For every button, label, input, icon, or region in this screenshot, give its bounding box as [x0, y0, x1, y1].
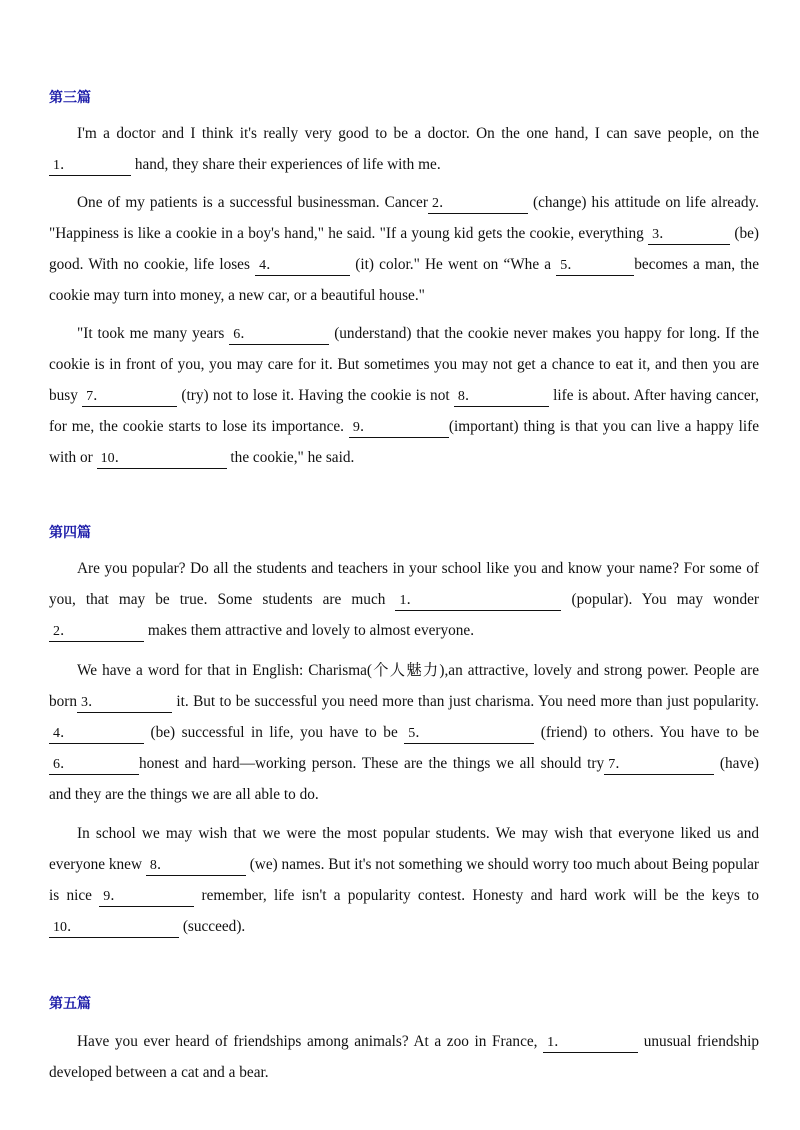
- answer-blank-1[interactable]: 1．: [49, 157, 131, 176]
- answer-blank-2[interactable]: 2．: [49, 623, 144, 642]
- answer-blank-3[interactable]: 3．: [648, 226, 730, 245]
- answer-blank-6[interactable]: 6．: [49, 756, 139, 775]
- paragraph: I'm a doctor and I think it's really very good to be a doctor. On the one hand, I can save people, on the 1． hand, they share their experiences of life with me.: [49, 118, 759, 180]
- answer-blank-9[interactable]: 9．: [349, 419, 449, 438]
- answer-blank-1[interactable]: 1．: [395, 592, 561, 611]
- paragraph: We have a word for that in English: Charisma(个人魅力),an attractive, lovely and strong power. People are born 3． it. But to be successful you need more than just charisma. You need more than just popularity. 4． (be) successful in life, you have to be 5． (friend) to others. You have to be 6． honest and hard—working person. These are the things we all should try 7． (have) and they are the things we are all able to do.: [49, 662, 759, 803]
- answer-blank-10[interactable]: 10．: [49, 919, 179, 938]
- paragraph: In school we may wish that we were the most popular students. We may wish that everyone liked us and everyone knew 8． (we) names. But it's not something we should worry too much about Being popular is nice 9． remember, life isn't a popularity contest. Honesty and hard work will be the keys to 10． (succeed).: [49, 818, 759, 942]
- paragraph: Are you popular? Do all the students and teachers in your school like you and know your name? For some of you, that may be true. Some students are much 1． (popular). You may wonder 2． makes them attractive and lovely to almost everyone.: [49, 553, 759, 646]
- paragraph: Have you ever heard of friendships among animals? At a zoo in France, 1． unusual friendship developed between a cat and a bear.: [49, 1033, 759, 1081]
- answer-blank-8[interactable]: 8．: [146, 857, 246, 876]
- answer-blank-6[interactable]: 6．: [229, 326, 329, 345]
- answer-blank-2[interactable]: 2．: [428, 195, 528, 214]
- answer-blank-9[interactable]: 9．: [99, 888, 194, 907]
- answer-blank-7[interactable]: 7．: [604, 756, 714, 775]
- answer-blank-1[interactable]: 1．: [543, 1034, 638, 1053]
- answer-blank-4[interactable]: 4．: [255, 257, 350, 276]
- answer-blank-10[interactable]: 10．: [97, 450, 227, 469]
- answer-blank-7[interactable]: 7．: [82, 388, 177, 407]
- paragraph: One of my patients is a successful businessman. Cancer 2． (change) his attitude on life already. "Happiness is like a cookie in a boy's hand," he said. "If a young kid gets the cookie, everything 3． (be) good. With no cookie, life loses 4． (it) color." He went on “Whe a 5． becomes a man, the cookie may turn into money, a new car, or a beautiful house.": [49, 194, 759, 304]
- section-title: 第四篇: [49, 525, 91, 541]
- paragraph: "It took me many years 6． (understand) that the cookie never makes you happy for long. If the cookie is in front of you, you may care for it. But sometimes you may not get a chance to eat it, and then you are busy 7． (try) not to lose it. Having the cookie is not 8． life is about. After having cancer, for me, the cookie starts to lose its importance. 9． (important) thing is that you can live a happy life with or 10． the cookie," he said.: [49, 318, 759, 473]
- section-title: 第三篇: [49, 90, 91, 106]
- section-title: 第五篇: [49, 996, 91, 1012]
- answer-blank-3[interactable]: 3．: [77, 694, 172, 713]
- answer-blank-5[interactable]: 5．: [556, 257, 634, 276]
- answer-blank-4[interactable]: 4．: [49, 725, 144, 744]
- answer-blank-5[interactable]: 5．: [404, 725, 534, 744]
- answer-blank-8[interactable]: 8．: [454, 388, 549, 407]
